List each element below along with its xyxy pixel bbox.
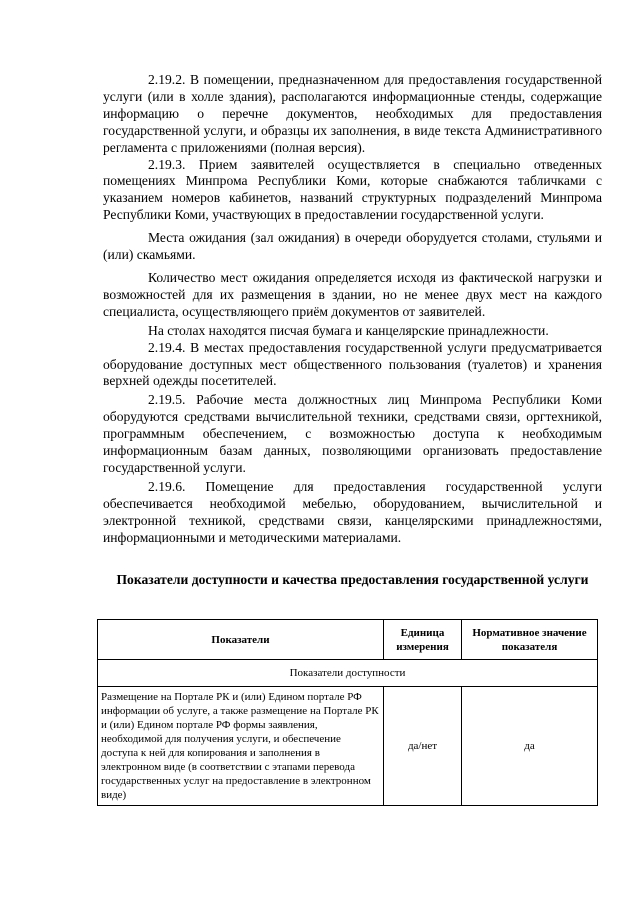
header-norm: Нормативное значение показателя xyxy=(462,620,598,660)
header-unit: Единица измерения xyxy=(384,620,462,660)
paragraph-2-19-4: 2.19.4. В местах предоставления государственной услуги предусматривается оборудование доступных мест общественного пользования (туалетов) и хранения верхней одежды посетителей. xyxy=(103,339,602,389)
paragraph-2-19-3: 2.19.3. Прием заявителей осуществляется в специально отведенных помещениях Минпрома Республики Коми, которые снабжаются табличками с указанием номеров кабинетов, названий структурных подразделений Минпрома Республики Коми, участвующих в предоставлении государственной услуги. xyxy=(103,156,602,223)
indicators-table xyxy=(97,619,598,806)
body-text xyxy=(103,72,602,546)
table-subheading-row xyxy=(98,660,598,687)
cell-indicator: Размещение на Портале РК и (или) Едином портале РФ информации об услуге, а также размещение на Портале РК и (или) Едином портале РФ формы заявления, необходимой для получения услуги, и обеспечение доступа к ней для копирования и заполнения в электронном виде (в соответствии с этапами перевода государственных услуг на предоставление в электронном виде) xyxy=(98,687,384,806)
header-indicator: Показатели xyxy=(98,620,384,660)
section-title: Показатели доступности и качества предоставления государственной услуги xyxy=(116,572,589,587)
cell-norm: да xyxy=(462,687,598,806)
paragraph-2-19-5: 2.19.5. Рабочие места должностных лиц Минпрома Республики Коми оборудуются средствами вычислительной техники, средствами связи, оргтехникой, программным обеспечением, с возможностью доступа к необходимым информационным базам данных, позволяющими организовать предоставление государственной услуги. xyxy=(103,392,602,475)
paragraph-seat-count: Количество мест ожидания определяется исходя из фактической нагрузки и возможностей для их размещения в здании, но не менее двух мест на каждого специалиста, осуществляющего приём документов от заявителей. xyxy=(103,269,602,319)
table-header-row xyxy=(98,620,598,660)
paragraph-waiting-places: Места ожидания (зал ожидания) в очереди оборудуется столами, стульями и (или) скамьями. xyxy=(103,230,602,263)
table-row xyxy=(98,687,598,806)
subheading-availability: Показатели доступности xyxy=(98,660,598,687)
paragraph-2-19-6: 2.19.6. Помещение для предоставления государственной услуги обеспечивается необходимой мебелью, оборудованием, вычислительной и электронной техникой, средствами связи, канцелярскими принадлежностями, информационными и методическими материалами. xyxy=(103,478,602,545)
paragraph-2-19-2: 2.19.2. В помещении, предназначенном для предоставления государственной услуги (или в холле здания), располагаются информационные стенды, содержащие информацию о перечне документов, необходимых для предоставления государственной услуги, и образцы их заполнения, в виде текста Административного регламента с приложениями (полная версия). xyxy=(103,72,602,155)
cell-unit: да/нет xyxy=(384,687,462,806)
paragraph-stationery: На столах находятся писчая бумага и канцелярские принадлежности. xyxy=(148,322,549,338)
